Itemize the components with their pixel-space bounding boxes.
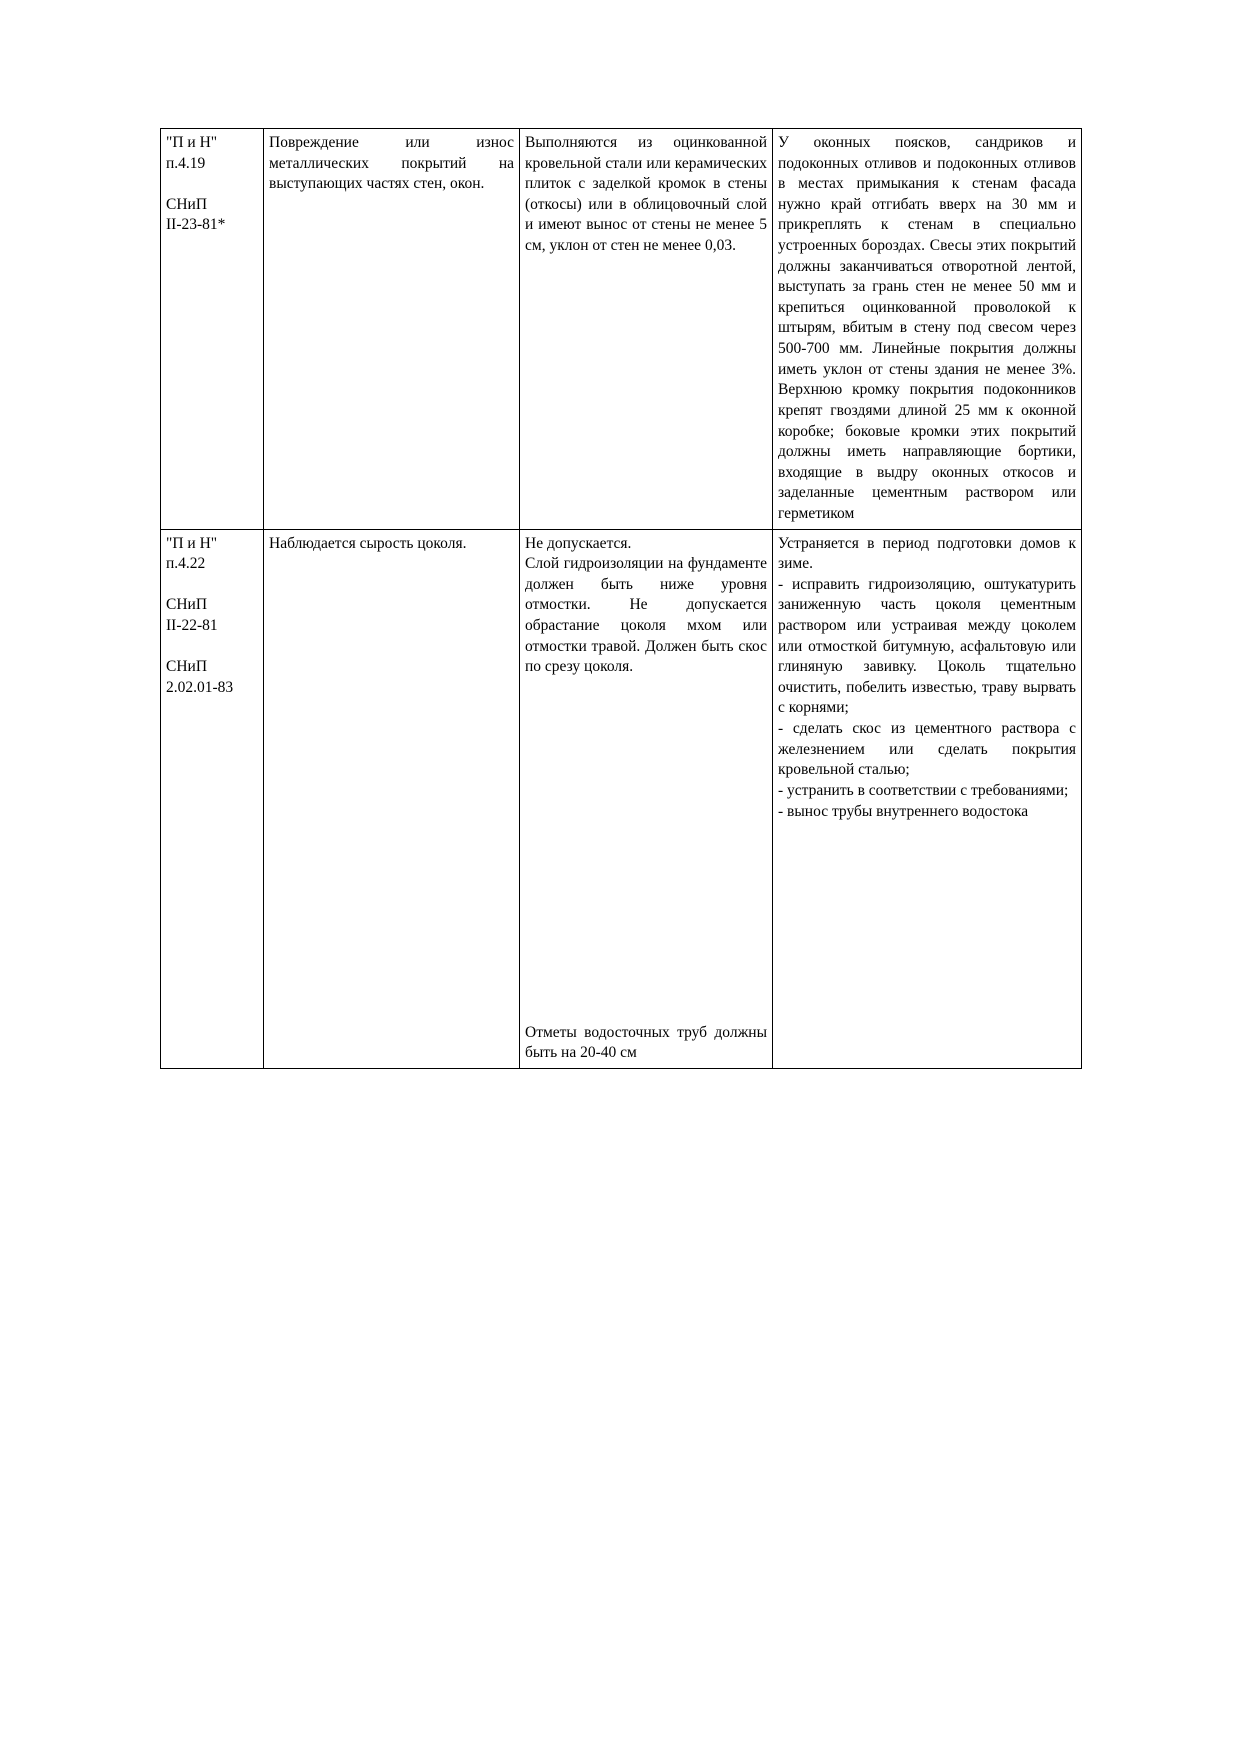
requirement-text: Выполняются из оцинкованной кровельной стали или керамических плиток с заделкой кромок в стены (откосы) или в облицовочный слой и имеют вынос от стены не менее 5 см, уклон от стен не менее 0,03. <box>525 134 767 255</box>
remedy-text-5: - вынос трубы внутреннего водостока <box>778 802 1029 820</box>
remedy-text-1: Устраняется в период подготовки домов к зиме. <box>778 534 1076 573</box>
reference-cell <box>161 529 264 1068</box>
reference-line: "П и Н" <box>166 134 218 151</box>
regulations-table <box>160 128 1082 1069</box>
remedy-text-2: - исправить гидроизоляцию, оштукатурить заниженную часть цоколя цементным раствором или устраивая между цоколем или отмосткой битумную, асфальтовую или глиняную завивку. Цоколь тщательно очистить, побелить известью, траву вырвать с корнями; <box>778 575 1076 717</box>
remedy-text: У оконных поясков, сандриков и подоконных отливов и подоконных отливов в местах примыкания к стенам фасада нужно край отгибать вверх на 30 мм и прикреплять к стенам в специально устроенных бороздах. Свесы этих покрытий должны заканчиваться отворотной лентой, выступать за грань стен не менее 50 мм и крепиться оцинкованной проволокой к штырям, вбитым в стену под свесом через 500-700 мм. Линейные покрытия должны иметь уклон от стены здания не менее 3%. Верхнюю кромку покрытия подоконников крепят гвоздями длиной 25 мм к оконной коробке; боковые кромки этих покрытий должны иметь направляющие бортики, входящие в выдру оконных откосов и заделанные цементным раствором или герметиком <box>778 134 1076 522</box>
remedy-cell <box>773 129 1082 530</box>
requirement-cell <box>520 529 773 1068</box>
reference-line: СНиП <box>166 658 208 676</box>
requirement-text-2: Слой гидроизоляции на фундаменте должен быть ниже уровня отмостки. Не допускается обрастание цоколя мхом или отмостки травой. Должен быть скос по срезу цоколя. <box>525 555 767 676</box>
defect-cell <box>264 529 520 1068</box>
table-row <box>161 529 1082 1068</box>
remedy-text-4: - устранить в соответствии с требованиями; <box>778 781 1069 799</box>
defect-text: Повреждение или износ металлических покрытий на выступающих частях стен, окон. <box>269 134 514 193</box>
reference-line: СНиП <box>166 195 208 213</box>
requirement-cell <box>520 129 773 530</box>
requirement-text-3: Отметы водосточных труб должны быть на 20-40 см <box>525 1023 767 1062</box>
reference-line: II-23-81* <box>166 216 226 234</box>
reference-line-blank <box>166 174 258 195</box>
cell-spacer <box>525 678 767 1023</box>
remedy-text-3: - сделать скос из цементного раствора с железнением или сделать покрытия кровельной сталью; <box>778 720 1076 779</box>
defect-cell <box>264 129 520 530</box>
reference-line-blank <box>166 575 258 596</box>
reference-line: 2.02.01-83 <box>166 678 234 696</box>
requirement-text-1: Не допускается. <box>525 534 632 552</box>
defect-text: Наблюдается сырость цоколя. <box>269 534 467 552</box>
reference-cell <box>161 129 264 530</box>
reference-line: п.4.19 <box>166 154 206 172</box>
table-row <box>161 129 1082 530</box>
reference-line: СНиП <box>166 596 208 614</box>
reference-line: II-22-81 <box>166 617 218 635</box>
reference-line: п.4.22 <box>166 555 206 573</box>
reference-line: "П и Н" <box>166 534 218 552</box>
remedy-cell <box>773 529 1082 1068</box>
reference-line-blank <box>166 637 258 658</box>
